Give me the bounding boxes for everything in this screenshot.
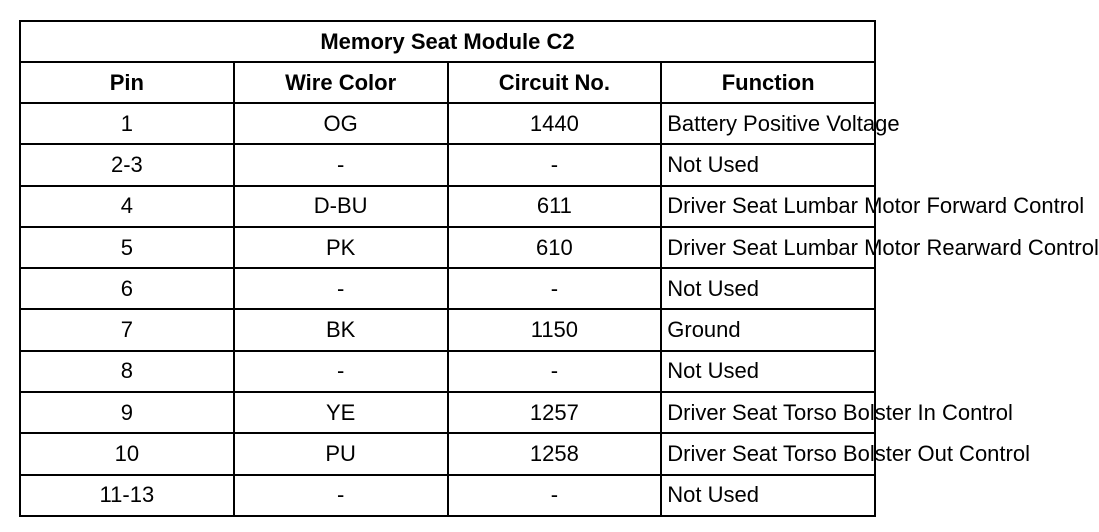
cell-wire-color: -: [234, 351, 448, 392]
cell-circuit-no: -: [448, 475, 662, 516]
cell-circuit-no: 611: [448, 186, 662, 227]
cell-circuit-no: 1258: [448, 433, 662, 474]
table-header-row: [20, 62, 875, 103]
cell-circuit-no: -: [448, 351, 662, 392]
header-wire-color: Wire Color: [234, 62, 448, 103]
cell-pin: 7: [20, 309, 234, 350]
table-title-row: [20, 21, 875, 62]
cell-pin: 5: [20, 227, 234, 268]
cell-wire-color: -: [234, 268, 448, 309]
table-row: [20, 392, 875, 433]
header-pin: Pin: [20, 62, 234, 103]
cell-function: Not Used: [661, 475, 875, 516]
table-row: [20, 268, 875, 309]
cell-pin: 4: [20, 186, 234, 227]
table-row: [20, 475, 875, 516]
table-title: Memory Seat Module C2: [20, 21, 875, 62]
cell-wire-color: PK: [234, 227, 448, 268]
cell-pin: 6: [20, 268, 234, 309]
cell-function: Driver Seat Lumbar Motor Forward Control: [661, 186, 875, 227]
cell-function: Driver Seat Lumbar Motor Rearward Control: [661, 227, 875, 268]
table-row: [20, 186, 875, 227]
cell-circuit-no: 1440: [448, 103, 662, 144]
cell-pin: 1: [20, 103, 234, 144]
cell-function: Ground: [661, 309, 875, 350]
table-row: [20, 351, 875, 392]
cell-wire-color: OG: [234, 103, 448, 144]
table-row: [20, 227, 875, 268]
cell-function: Not Used: [661, 351, 875, 392]
cell-function: Driver Seat Torso Bolster In Control: [661, 392, 875, 433]
table-row: [20, 309, 875, 350]
header-function: Function: [661, 62, 875, 103]
cell-wire-color: -: [234, 144, 448, 185]
cell-pin: 10: [20, 433, 234, 474]
cell-pin: 2-3: [20, 144, 234, 185]
cell-wire-color: -: [234, 475, 448, 516]
cell-pin: 11-13: [20, 475, 234, 516]
table-row: [20, 144, 875, 185]
table-row: [20, 433, 875, 474]
header-circuit-no: Circuit No.: [448, 62, 662, 103]
cell-function: Not Used: [661, 144, 875, 185]
cell-wire-color: YE: [234, 392, 448, 433]
cell-wire-color: BK: [234, 309, 448, 350]
cell-function: Driver Seat Torso Bolster Out Control: [661, 433, 875, 474]
cell-function: Battery Positive Voltage: [661, 103, 875, 144]
cell-circuit-no: -: [448, 268, 662, 309]
cell-pin: 9: [20, 392, 234, 433]
connector-table: [19, 20, 1099, 517]
cell-circuit-no: 1150: [448, 309, 662, 350]
cell-wire-color: PU: [234, 433, 448, 474]
table-row: [20, 103, 875, 144]
cell-circuit-no: 1257: [448, 392, 662, 433]
cell-pin: 8: [20, 351, 234, 392]
cell-wire-color: D-BU: [234, 186, 448, 227]
cell-function: Not Used: [661, 268, 875, 309]
cell-circuit-no: 610: [448, 227, 662, 268]
cell-circuit-no: -: [448, 144, 662, 185]
